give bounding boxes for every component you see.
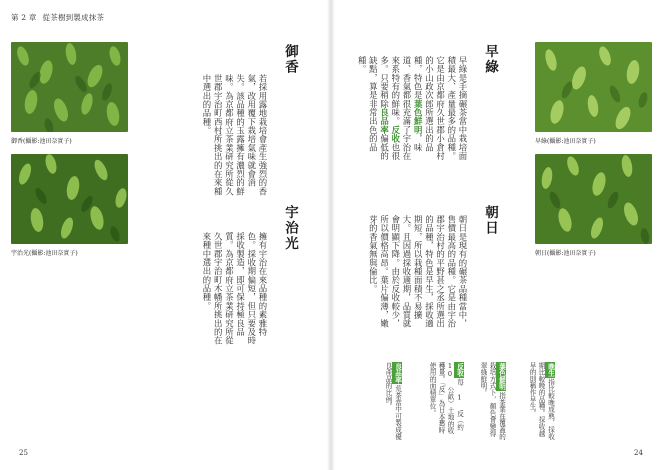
glossary-definition: 荒茶當中可製成優良產品的比例。 — [384, 362, 402, 440]
photo-caption: 御香(攝影:池田奈實子) — [11, 138, 72, 145]
glossary-item — [517, 362, 555, 440]
section-title-gokou: 御香 — [282, 44, 298, 75]
section-body-ujihikari: 擁有宇治在來品種的素雅特色。採收期偏短，但只要及時採收製造，即可保持極良品質。為京都府立茶業研究所從久世郡宇治町木幡所挑出的在來種中選出的品種。 — [201, 232, 268, 345]
highlight-term: 葉色鮮明 — [413, 99, 424, 135]
body-text: 偏低的缺點，算是非常出色的品種。 — [357, 56, 390, 161]
page-number-left: 25 — [19, 449, 28, 457]
tea-leaves-image — [535, 42, 652, 132]
glossary-definition: 指比較晚成熟，採收期比較晚的品種。採收越早的則稱作早生。 — [528, 362, 555, 440]
glossary-item — [476, 362, 506, 440]
glossary-term: 晚生 — [546, 363, 555, 377]
glossary-item — [372, 362, 402, 440]
photo-ujihikari — [11, 154, 128, 244]
section-title-wasemidori — [480, 44, 500, 75]
photo-caption: 朝日(攝影:池田奈實子) — [535, 250, 596, 257]
tea-leaves-image — [11, 42, 128, 132]
book-gutter — [327, 0, 335, 470]
glossary-definition: 指茶葉在覆蓋的栽培方式下，顏色會變得翠綠鮮明。 — [479, 362, 506, 440]
photo-gokou — [11, 42, 128, 132]
section-body-gokou: 若採用露地栽培會產生強烈的香氣，改用覆下栽培氣味就會消失。該品種的玉露擁有濃烈的鮮味。為京都府立茶業研究所從久世郡宇治町西村所挑出的在來種中選出的品種。 — [201, 74, 268, 196]
photo-asahi — [535, 154, 652, 244]
section-body-wasemidori — [356, 56, 468, 164]
tea-leaves-image — [11, 154, 128, 244]
title-text: 早綠 — [482, 44, 498, 75]
photo-wasemidori — [535, 42, 652, 132]
glossary-item — [424, 362, 464, 440]
chapter-title: 從茶樹到製成抹茶 — [42, 13, 105, 22]
tea-leaves-image — [535, 154, 652, 244]
page-number-right: 24 — [634, 449, 643, 457]
body-text: 早綠是手摘碾茶當中栽培面積最大、產量最多的品種。它是由京都府久世郡小倉村的小山政次郎所選出的品種，特色是 — [413, 56, 468, 161]
section-body-asahi: 朝日是現有的碾茶品種當中，售價最高的品種。它是由宇治郡宇治村的平野甚之丞所選出的品種，特色是早生，採收適期短，所以栽種面積不易擴大。且因過採收適期，品質就會明顯下降。由於反收較少，所以價格高昂。葉片偏薄，嫩芽的香氣無與倫比。 — [368, 215, 468, 328]
body-text: ，味道、香氣都很充滿了宇治在來系特有的鮮味。 — [390, 56, 424, 161]
running-header — [11, 12, 104, 23]
body-text: 也很多。只要稍除 — [379, 56, 401, 161]
section-title-asahi: 朝日 — [482, 205, 498, 236]
glossary-definition: 每 1 反（約 10 公畝）土地的收穫量。「反」為日本舊時使用的面積單位。 — [428, 362, 464, 435]
photo-caption: 宇治光(攝影:池田奈實子) — [11, 250, 78, 257]
glossary-term: 良品率 — [393, 363, 402, 384]
highlight-term: 反收 — [390, 125, 401, 143]
photo-caption: 早綠(攝影:池田奈實子) — [535, 138, 596, 145]
glossary-term: 反收 — [455, 363, 464, 377]
chapter-label: 第 2 章 — [11, 13, 37, 22]
section-title-ujihikari: 宇治光 — [282, 205, 298, 252]
highlight-term: 良品率 — [379, 108, 390, 135]
glossary-term: 葉色鮮明 — [497, 363, 506, 391]
